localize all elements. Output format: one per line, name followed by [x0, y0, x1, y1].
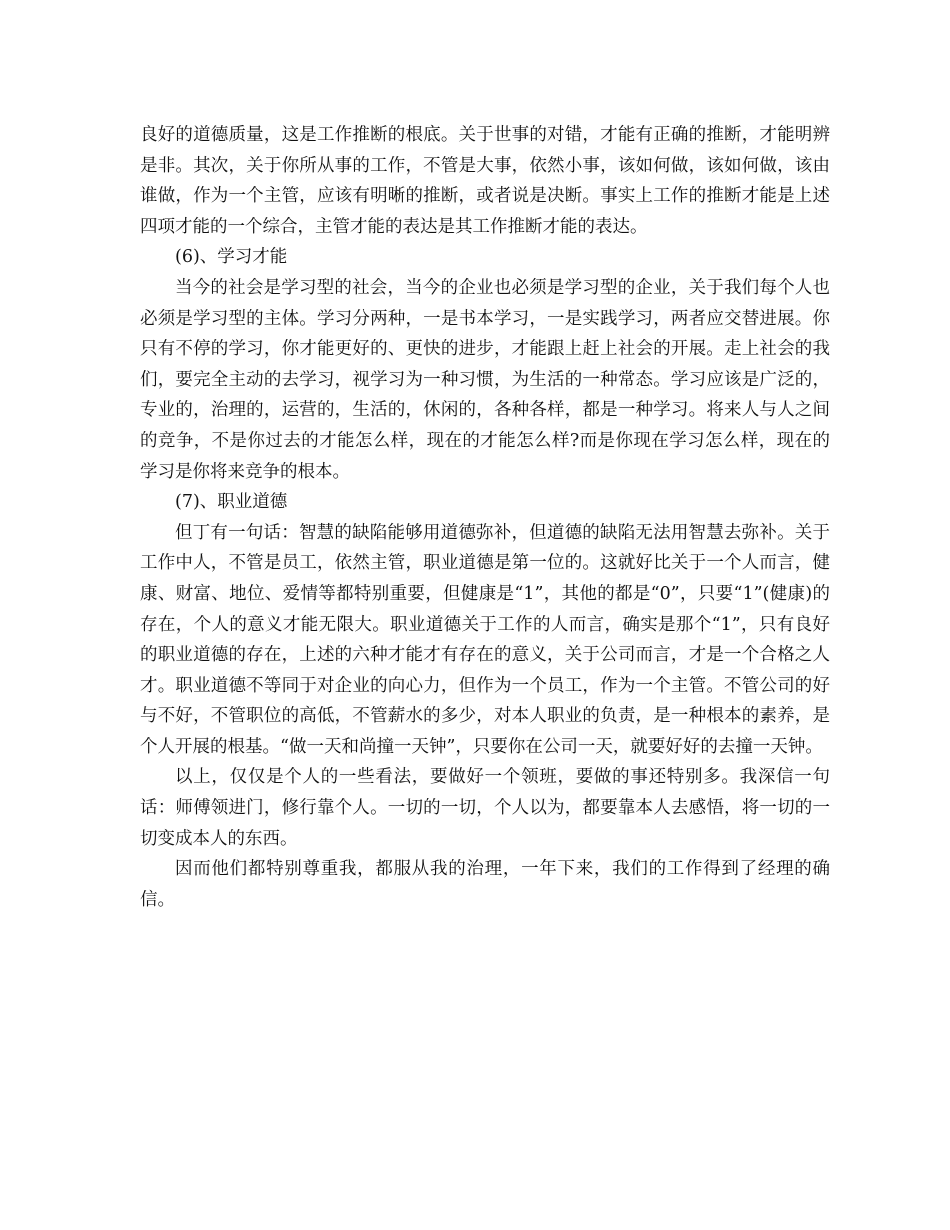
paragraph-ethics: 但丁有一句话：智慧的缺陷能够用道德弥补，但道德的缺陷无法用智慧去弥补。关于工作中人，不管是员工，依然主管，职业道德是第一位的。这就好比关于一个人而言，健康、财富、地位、爱情等都特别重要，但健康是“1”，其他的都是“0”，只要“1”(健康)的存在，个人的意义才能无限大。职业道德关于工作的人而言，确实是那个“1”，只有良好的职业道德的存在，上述的六种才能才有存在的意义，关于公司而言，才是一个合格之人才。职业道德不等同于对企业的向心力，但作为一个员工，作为一个主管。不管公司的好与不好，不管职位的高低，不管薪水的多少，对本人职业的负责，是一种根本的素养，是个人开展的根基。“做一天和尚撞一天钟”，只要你在公司一天，就要好好的去撞一天钟。	[140, 522, 830, 757]
paragraph-conclusion: 因而他们都特别尊重我，都服从我的治理，一年下来，我们的工作得到了经理的确信。	[140, 859, 830, 910]
section-heading-ethics: (7)、职业道德	[175, 492, 288, 513]
section-heading-learning: (6)、学习才能	[175, 247, 288, 268]
paragraph-judgment-continuation: 良好的道德质量，这是工作推断的根底。关于世事的对错，才能有正确的推断，才能明辨是非。其次，关于你所从事的工作，不管是大事，依然小事，该如何做，该如何做，该由谁做，作为一个主管，应该有明晰的推断，或者说是决断。事实上工作的推断才能是上述四项才能的一个综合，主管才能的表达是其工作推断才能的表达。	[140, 125, 830, 237]
paragraph-summary: 以上，仅仅是个人的一些看法，要做好一个领班，要做的事还特别多。我深信一句话：师傅领进门，修行靠个人。一切的一切，个人以为，都要靠本人去感悟，将一切的一切变成本人的东西。	[140, 767, 830, 849]
document-page	[140, 120, 830, 915]
paragraph-learning: 当今的社会是学习型的社会，当今的企业也必须是学习型的企业，关于我们每个人也必须是学习型的主体。学习分两种，一是书本学习，一是实践学习，两者应交替进展。你只有不停的学习，你才能更好的、更快的进步，才能跟上赶上社会的开展。走上社会的我们，要完全主动的去学习，视学习为一种习惯，为生活的一种常态。学习应该是广泛的，专业的，治理的，运营的，生活的，休闲的，各种各样，都是一种学习。将来人与人之间的竞争，不是你过去的才能怎么样，现在的才能怎么样?而是你现在学习怎么样，现在的学习是你将来竞争的根本。	[140, 277, 830, 482]
